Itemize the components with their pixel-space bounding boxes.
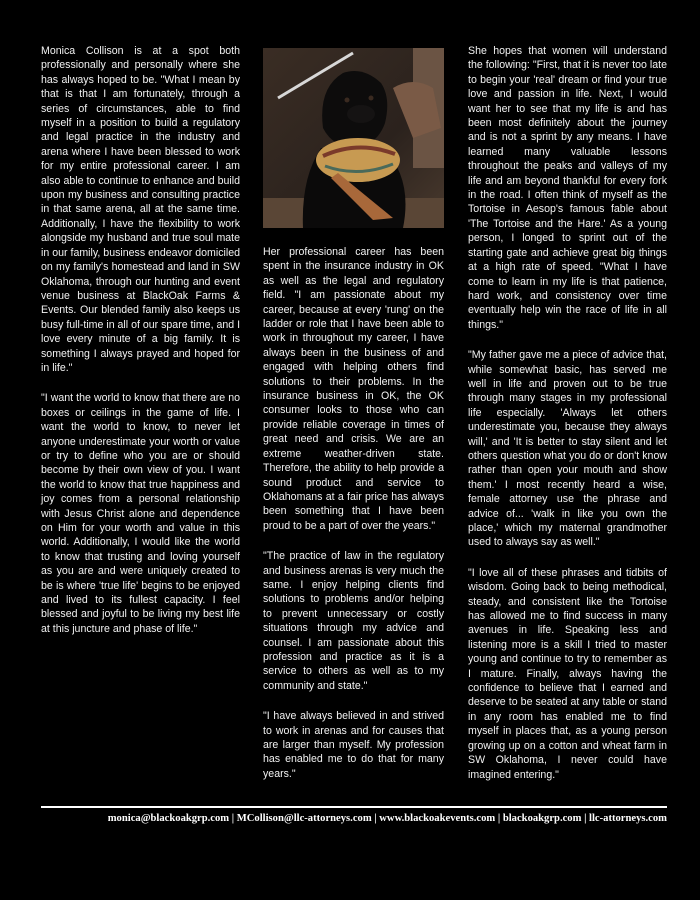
footer-contacts: monica@blackoakgrp.com | MCollison@llc-attorneys.com | www.blackoakevents.com | blackoakgrp.com | llc-attorneys.com (107, 813, 667, 824)
black-labrador-with-toy-image (263, 48, 444, 228)
article-column-1 (41, 44, 240, 652)
paragraph: "I love all of these phrases and tidbits of wisdom. Going back to being methodical, steady, and consistent like the Tortoise has allowed me to find success in many avenues in life. Speaking less and listening more is a skill I tried to master young and continue to try to remember as I mature. Finally, always having the confidence to believe that I earned and deserve to be seated at any table or stand in any room has enabled me to find myself in places that, as a young person growing up on a cotton and wheat farm in SW Oklahoma, I never could have imagined entering." (468, 566, 667, 781)
paragraph: Her professional career has been spent in the insurance industry in OK as well as the legal and regulatory field. "I am passionate about my career, because at every 'rung' on the ladder or role that I have been able to work in throughout my career, I have always been in the business of and engaged with helping others find solutions to their problems. In the insurance business in OK, the OK consumer looks to those who can provide reliable coverage in times of great need and crisis. We are an extreme weather-driven state. Therefore, the ability to help provide a sound product and service to Oklahomans at a fair price has always been something that I have been proud to be a part of over the years." (263, 246, 444, 532)
dog-photo (263, 48, 444, 228)
article-column-2 (263, 245, 444, 797)
article-column-3 (468, 44, 667, 798)
paragraph: "I have always believed in and strived to work in arenas and for causes that are larger than myself. My profession has enabled me to do that for many years." (263, 710, 444, 780)
footer-divider (41, 806, 667, 808)
paragraph: "The practice of law in the regulatory and business arenas is very much the same. I enjoy helping clients find solutions to problems and/or helping to prevent unnecessary or costly situations through my advice and counsel. I am passionate about this profession and practice as it is a service to others as well as to my community and state." (263, 550, 444, 692)
paragraph: "I want the world to know that there are no boxes or ceilings in the game of life. I want the world to know, to never let anyone underestimate your worth or value or try to define who you are or should become by their own view of you. I want the world to know that true happiness and joy comes from a personal relationship with Jesus Christ alone and dependence on Him for your worth and value in this world. Additionally, I would like the world to know that trusting and loving yourself as you are and were uniquely created to be is where 'true life' begins to be enjoyed and lived to its fullest capacity. I feel blessed and joyful to be living my best life at this juncture and phase of life." (41, 392, 240, 635)
paragraph: "My father gave me a piece of advice that, while somewhat basic, has served me well in life and proven out to be true through many stages in my professional life especially. 'Always let others underestimate you, because they always will,' and 'It is better to stay silent and let others question what you do or don't know rather than open your mouth and show them.' I most recently heard a wise, female attorney use the phrase and advice of... 'walk in like you own the place,' which my maternal grandmother used to always say as well." (468, 349, 667, 549)
paragraph: She hopes that women will understand the following: "First, that it is never too late to begin your 'real' dream or find your true love and passion in life. Next, I would want her to see that my life is and has been most definitely about the journey and is not a sprint by any means. I have learned many valuable lessons throughout the peaks and valleys of my life and am beyond thankful for every fork in the road. I often think of myself as the Tortoise in Aesop's famous fable about 'The Tortoise and the Hare.' As a young person, I longed to sprint out of the starting gate and achieve great big things at a high rate of speed. "What I have come to learn in my life is that patience, hard work, and consistency over time eventually help win the race of life in all things." (468, 45, 667, 331)
paragraph: Monica Collison is at a spot both professionally and personally where she has always hoped to be. "What I mean by that is that I am fortunately, through a series of circumstances, able to find myself in a position to build a regulatory and legal practice in the industry and arena where I have been blessed to work for my entire professional career. I am also able to continue to enhance and build upon my business and consulting practice in that same arena, all at the same time. Additionally, I have the flexibility to work alongside my husband and true soul mate in our family, business endeavor domiciled on my family's homestead and land in SW Oklahoma, through our hunting and event venue business at BlackOak Farms & Events. Our blended family also keeps us busy full-time in all of our spare time, and I love every minute of a big family. It is something I always prayed and hoped for in life." (41, 45, 241, 374)
